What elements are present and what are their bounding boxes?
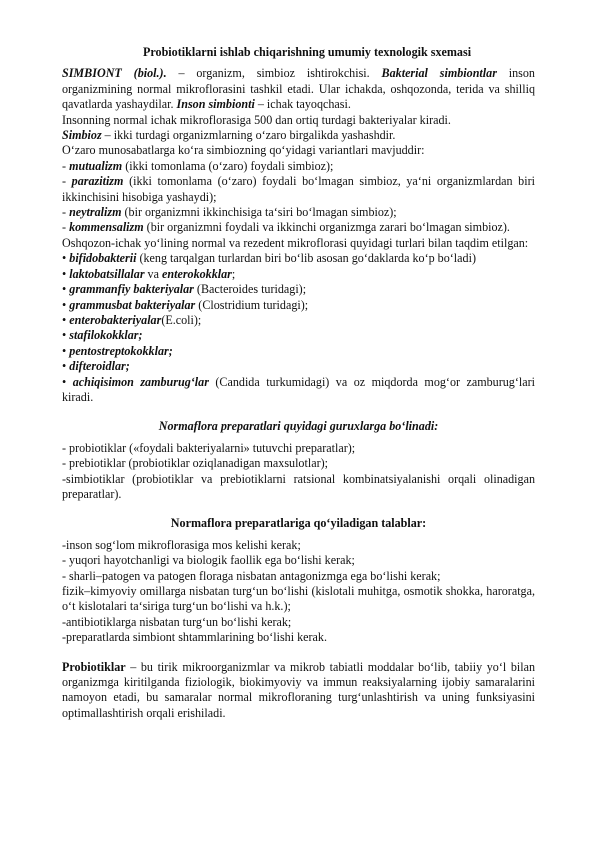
simbiont-definition: SIMBIONT (biol.). – organizm, simbioz ishtirokchisi. Bakterial simbiontlar inson organizmining normal mikroflorasini tashkil etadi. Ular ichakda, oshqozonda, terida va shilliq qavatlarda yashaydilar. Inson simbionti – ichak tayoqchasi. [62, 66, 535, 112]
list-item: - prebiotiklar (probiotiklar oziqlanadigan maxsulotlar); [62, 456, 328, 471]
list-item: -antibiotiklarga nisbatan turg‘un bo‘lishi kerak; [62, 614, 292, 629]
variants-list [62, 159, 535, 236]
term-probiotiklar: Probiotiklar [62, 659, 126, 674]
microflora-bullet-list [62, 251, 535, 405]
list-item: • difteroidlar; [62, 359, 130, 374]
list-item: • enterobakteriyalar(E.coli); [62, 312, 202, 327]
term-simbiont: SIMBIONT (biol.). [62, 66, 167, 81]
list-item: • stafilokokklar; [62, 328, 143, 343]
spacer [62, 405, 535, 419]
variants-intro: O‘zaro munosabatlarga ko‘ra simbiozning qo‘yidagi variantlari mavjuddir: [62, 143, 425, 158]
list-item: - yuqori hayotchanligi va biologik faollik ega bo‘lishi kerak; [62, 553, 355, 568]
term-simbioz: Simbioz [62, 128, 102, 143]
list-item: • grammusbat bakteriyalar (Clostridium turidagi); [62, 297, 309, 312]
document-body [62, 45, 535, 721]
page-title: Probiotiklarni ishlab chiqarishning umumiy texnologik sxemasi [143, 45, 472, 59]
list-item: - kommensalizm (bir organizmni foydali va ikkinchi organizmga zarari bo‘lmagan simbioz). [62, 220, 510, 235]
spacer [62, 502, 535, 516]
term-inson-simbionti: Inson simbionti [176, 97, 255, 112]
list-item: -simbiotiklar (probiotiklar va prebiotiklarni ratsional kombinatsiyalanishi orqali olinadigan preparatlar). [62, 471, 535, 501]
list-item: -preparatlarda simbiont shtammlarining bo‘lishi kerak. [62, 630, 327, 645]
groups-list [62, 441, 535, 503]
list-item: - sharli–patogen va patogen floraga nisbatan antagonizmga ega bo‘lishi kerak; [62, 568, 441, 583]
list-item: - neytralizm (bir organizmni ikkinchisiga ta‘siri bo‘lmagan simbioz); [62, 205, 397, 220]
list-item: • pentostreptokokklar; [62, 343, 173, 358]
list-item: - mutualizm (ikki tomonlama (o‘zaro) foydali simbioz); [62, 158, 334, 173]
list-item: - probiotiklar («foydali bakteriyalarni» tutuvchi preparatlar); [62, 440, 356, 455]
list-item: • achiqisimon zamburug‘lar (Candida turkumidagi) va oz miqdorda mog‘or zamburug‘lari kiradi. [62, 374, 535, 404]
term-bakterial-simbiontlar: Bakterial simbiontlar [381, 66, 497, 81]
microflora-intro: Oshqozon-ichak yo‘lining normal va rezedent mikroflorasi quyidagi turlari bilan taqdim etilgan: [62, 235, 529, 250]
list-item: • grammanfiy bakteriyalar (Bacteroides turidagi); [62, 282, 307, 297]
list-item: - parazitizm (ikki tomonlama (o‘zaro) foydali bo‘lmagan simbioz, ya‘ni organizmlardan biri ikkinchisini hisobiga yashaydi); [62, 174, 535, 204]
section-heading-requirements: Normaflora preparatlariga qo‘yiladigan talablar: [170, 516, 427, 531]
normal-microflora-line: Insonning normal ichak mikroflorasiga 500 dan ortiq turdagi bakteriyalar kiradi. [62, 112, 451, 127]
list-item: • bifidobakterii (keng tarqalgan turlardan biri bo‘lib asosan go‘daklarda ko‘p bo‘ladi) [62, 251, 476, 266]
probiotiklar-definition: Probiotiklar – bu tirik mikroorganizmlar va mikrob tabiatli moddalar bo‘lib, tabiiy yo‘l bilan organizmga kiritilganda fiziologik, biokimyoviy va immun reaksiyalarning ijobiy samaralarini namoyon etadi, bu samaralar normal mikrofloraning turg‘unlashtirish va uning funksiyasini optimallashtirish orqali erishiladi. [62, 659, 535, 720]
spacer [62, 646, 535, 660]
requirements-list [62, 538, 535, 646]
list-item: -inson sog‘lom mikroflorasiga mos kelishi kerak; [62, 537, 301, 552]
list-item: fizik–kimyoviy omillarga nisbatan turg‘un bo‘lishi (kislotali muhitga, osmotik shokka, haroratga, o‘t kislotalari ta‘siriga turg‘un bo‘lishi va h.k.); [62, 584, 535, 614]
simbioz-definition: Simbioz – ikki turdagi organizmlarning o‘zaro birgalikda yashashdir. [62, 128, 396, 143]
list-item: • laktobatsillalar va enterokokklar; [62, 266, 236, 281]
section-heading-groups: Normaflora preparatlari quyidagi guruxlarga bo‘linadi: [158, 419, 439, 434]
